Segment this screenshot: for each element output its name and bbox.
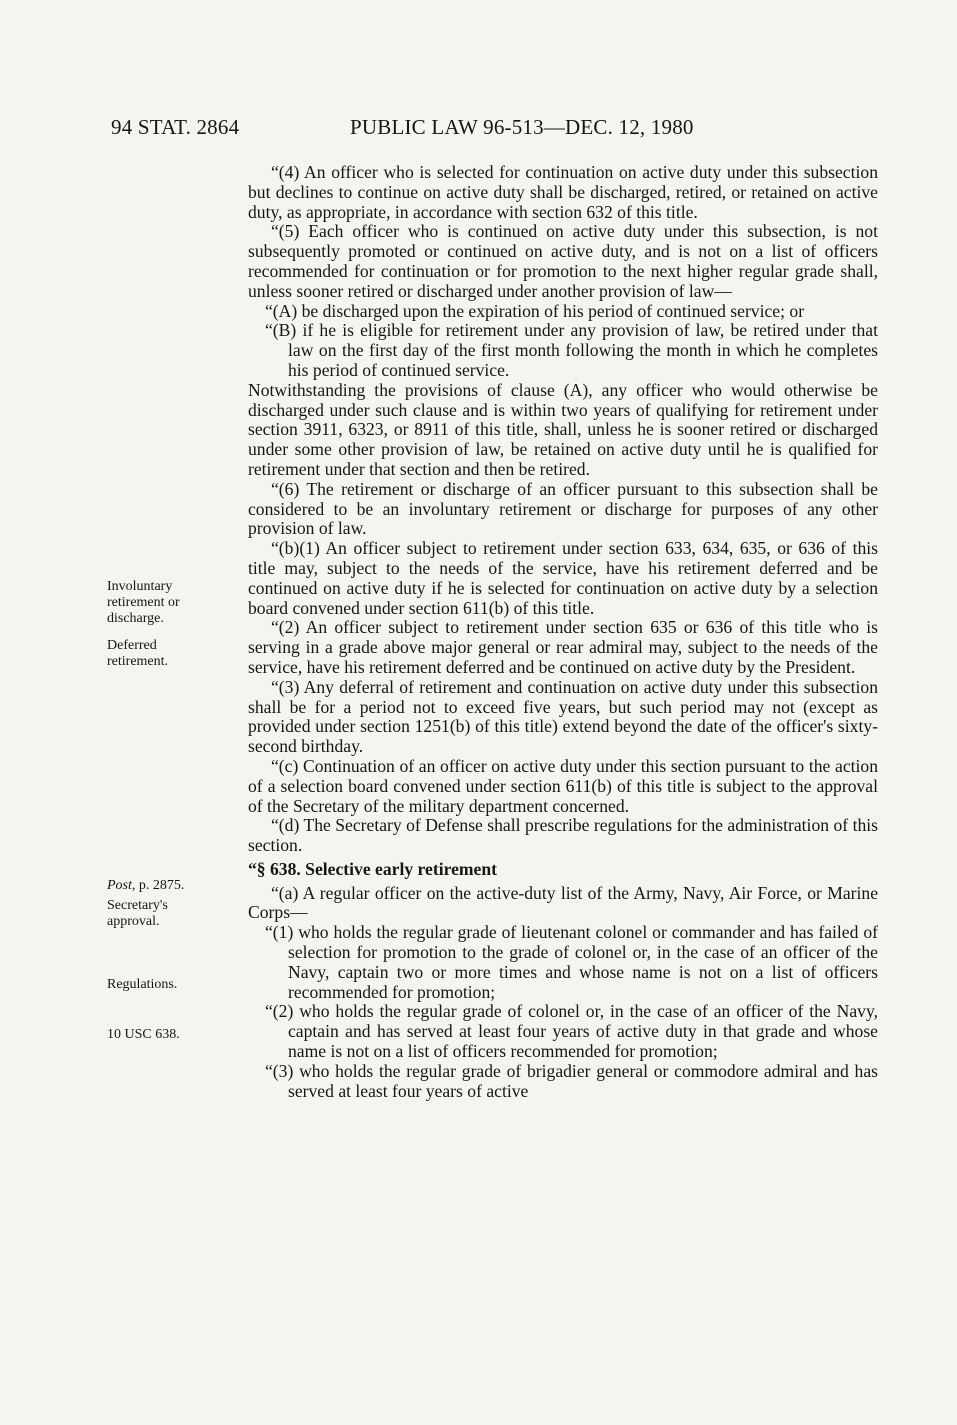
margin-note-line: Deferred: [107, 638, 157, 653]
margin-note-involuntary: [107, 579, 237, 627]
clause-5b: “(B) if he is eligible for retirement under any provision of law, be retired under that law on the first day of the first month following the month in which he completes his period of continued service.: [265, 320, 878, 380]
margin-note-line: Secretary's: [107, 898, 168, 913]
stat-page-number: 94 STAT. 2864: [111, 115, 240, 139]
notwithstanding-paragraph: Notwithstanding the provisions of clause (A), any officer who would otherwise be discharged under such clause and is within two years of qualifying for retirement under section 3911, 6323, or 8911 of this title, shall, unless he is sooner retired or discharged under some other provision of law, be retained on active duty until he is qualified for retirement under that section and then be retired.: [248, 379, 878, 479]
subsection-b3: “(3) Any deferral of retirement and continuation on active duty under this subsection shall be for a period not to exceed five years, but such period may not (except as provided under section 1251(b) of this title) extend beyond the date of the officer's sixty-second birthday.: [248, 676, 878, 757]
margin-note-line: retirement or: [107, 595, 180, 610]
subsection-b2: “(2) An officer subject to retirement under section 635 or 636 of this title who is serving in a grade above major general or rear admiral may, subject to the needs of the service, have his retirement deferred and be continued on active duty by the President.: [248, 617, 878, 677]
margin-note-line: retirement.: [107, 654, 169, 669]
margin-note-post-page: p. 2875.: [135, 878, 185, 893]
section-638-heading: “§ 638. Selective early retirement: [248, 858, 497, 879]
margin-note-deferred: [107, 638, 237, 670]
public-law-title: PUBLIC LAW 96-513—DEC. 12, 1980: [350, 115, 694, 139]
margin-note-regulations: Regulations.: [107, 977, 178, 992]
margin-note-line: approval.: [107, 914, 160, 929]
paragraph-5: “(5) Each officer who is continued on active duty under this subsection, is not subsequently promoted or continued on active duty, and is not on a list of officers recommended for continuation or for promotion to the next higher regular grade shall, unless sooner retired or discharged under another provision of law—: [248, 221, 878, 301]
margin-note-post-italic: Post,: [107, 878, 136, 893]
margin-note-secretary: [107, 898, 237, 930]
clause-a3: “(3) who holds the regular grade of brigadier general or commodore admiral and has served at least four years of active: [265, 1060, 878, 1101]
paragraph-4: “(4) An officer who is selected for continuation on active duty under this subsection but declines to continue on active duty shall be discharged, retired, or retained on active duty, as appropriate, in accordance with section 632 of this title.: [248, 162, 878, 222]
subsection-b1: “(b)(1) An officer subject to retirement under section 633, 634, 635, or 636 of this title may, subject to the needs of the service, have his retirement deferred and be continued on active duty if he is selected for continuation on active duty by a selection board convened under section 611(b) of this title.: [248, 538, 878, 618]
clause-5a: “(A) be discharged upon the expiration of his period of continued service; or: [265, 300, 805, 321]
paragraph-6: “(6) The retirement or discharge of an officer pursuant to this subsection shall be considered to be an involuntary retirement or discharge for purposes of any other provision of law.: [248, 478, 878, 539]
margin-note-line: discharge.: [107, 611, 164, 626]
margin-note-post: [107, 878, 237, 894]
subsection-c: “(c) Continuation of an officer on active duty under this section pursuant to the action of a selection board convened under section 611(b) of this title is subject to the approval of the Secretary of the military department concerned.: [248, 755, 878, 816]
clause-a2: “(2) who holds the regular grade of colonel or, in the case of an officer of the Navy, captain and has served at least four years of active duty in that grade and whose name is not on a list of officers recommended for promotion;: [265, 1001, 878, 1062]
main-text-column: [248, 163, 878, 1101]
margin-note-line: Involuntary: [107, 579, 173, 594]
subsection-d: “(d) The Secretary of Defense shall prescribe regulations for the administration of this section.: [248, 815, 878, 856]
subsection-a: “(a) A regular officer on the active-duty list of the Army, Navy, Air Force, or Marine Corps—: [248, 882, 878, 923]
margin-note-usc: 10 USC 638.: [107, 1027, 180, 1042]
clause-a1: “(1) who holds the regular grade of lieutenant colonel or commander and has failed of selection for promotion to the grade of colonel or, in the case of an officer of the Navy, captain two or more times and whose name is not on a list of officers recommended for promotion;: [265, 922, 878, 1002]
